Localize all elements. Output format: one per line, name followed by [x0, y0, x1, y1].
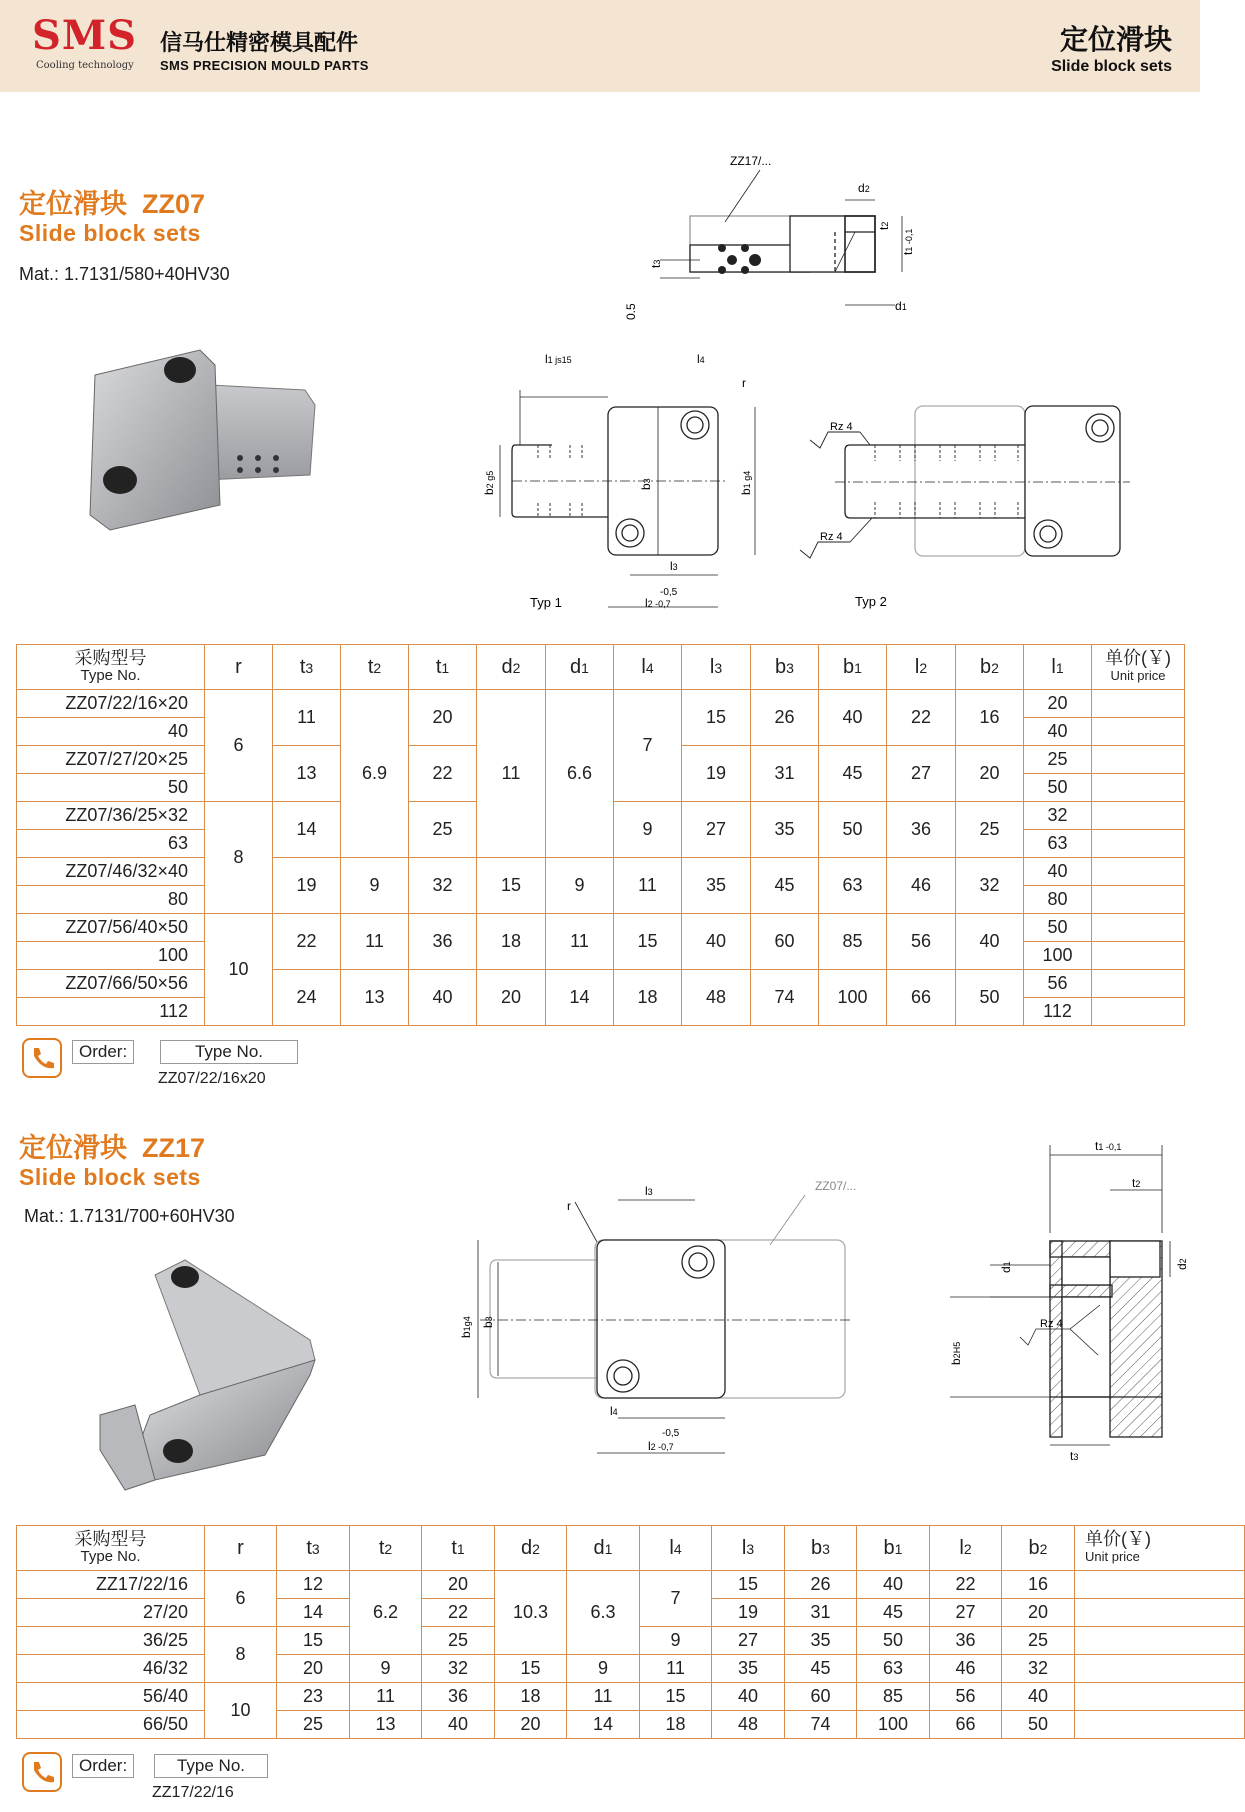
price-cell — [1092, 690, 1185, 718]
price-cell — [1075, 1655, 1245, 1683]
svg-text:d2: d2 — [1175, 1258, 1189, 1270]
order-example: ZZ07/22/16x20 — [158, 1070, 266, 1087]
col-l4: l4 — [614, 645, 682, 690]
price-cell — [1092, 970, 1185, 998]
zz07-ref-label: ZZ17/... — [730, 154, 772, 168]
zz07-subtitle: Slide block sets — [19, 220, 201, 246]
col-b1: b1 — [819, 645, 887, 690]
zz17-title: 定位滑块 ZZ17 — [19, 1133, 206, 1163]
type-no-label: Type No. — [160, 1040, 298, 1064]
price-cell — [1092, 718, 1185, 746]
svg-text:b1 g4: b1 g4 — [739, 470, 753, 495]
zz07-typ2-drawing — [790, 390, 1140, 620]
svg-text:l4: l4 — [697, 352, 705, 366]
order-example: ZZ17/22/16 — [152, 1784, 234, 1801]
zz17-material: Mat.: 1.7131/700+60HV30 — [24, 1206, 235, 1226]
col-t3: t3 — [277, 1526, 350, 1571]
type-no-label: Type No. — [154, 1754, 268, 1778]
col-t2: t2 — [341, 645, 409, 690]
svg-text:0.5: 0.5 — [624, 303, 638, 320]
zz07-title: 定位滑块 ZZ07 — [19, 189, 206, 219]
col-unit-price: 单价(￥) Unit price — [1092, 645, 1185, 690]
table-row: 46/32 20 9 32 15 9 11 35 45 63 46 32 — [17, 1655, 1245, 1683]
table-row: 50 50 — [17, 774, 1185, 802]
zz17-top-drawing — [440, 1160, 870, 1480]
zz17-subtitle: Slide block sets — [19, 1164, 201, 1190]
table-row: 36/25 8 15 25 9 27 35 50 36 25 — [17, 1627, 1245, 1655]
zz07-typ1-drawing — [460, 345, 780, 625]
svg-text:l3: l3 — [670, 559, 678, 573]
zz07-spec-table — [16, 644, 1185, 1026]
table-row: ZZ07/56/40×50 10 22 11 36 18 11 15 40 60 85 56 40 50 — [17, 914, 1185, 942]
zz07-side-drawing — [620, 150, 960, 330]
col-l2: l2 — [887, 645, 956, 690]
zz07-material: Mat.: 1.7131/580+40HV30 — [19, 264, 230, 284]
col-l1: l1 — [1024, 645, 1092, 690]
svg-text:b2H5: b2H5 — [949, 1341, 963, 1365]
svg-text:-0,5: -0,5 — [662, 1428, 680, 1439]
price-cell — [1092, 746, 1185, 774]
order-label: Order: — [72, 1754, 134, 1778]
price-cell — [1092, 774, 1185, 802]
table-row: 100 100 — [17, 942, 1185, 970]
col-b2: b2 — [956, 645, 1024, 690]
table-row: 40 40 — [17, 718, 1185, 746]
svg-text:d1: d1 — [895, 299, 907, 313]
col-b3: b3 — [785, 1526, 857, 1571]
table-row: 27/20 14 22 19 31 45 27 20 — [17, 1599, 1245, 1627]
col-d2: d2 — [477, 645, 546, 690]
svg-text:r: r — [567, 1199, 571, 1213]
price-cell — [1092, 998, 1185, 1026]
svg-text:t3: t3 — [649, 259, 663, 268]
svg-text:d1: d1 — [999, 1261, 1013, 1273]
page-header — [0, 0, 1200, 92]
price-cell — [1092, 886, 1185, 914]
svg-text:l2 -0,7: l2 -0,7 — [648, 1439, 674, 1453]
zz17-header-row — [17, 1526, 1245, 1571]
table-row: 56/40 10 23 11 36 18 11 15 40 60 85 56 40 — [17, 1683, 1245, 1711]
col-b2: b2 — [1002, 1526, 1075, 1571]
typ1-label: Typ 1 — [530, 595, 562, 610]
page-title-en: Slide block sets — [1051, 58, 1172, 75]
svg-text:t2: t2 — [1132, 1176, 1141, 1190]
svg-text:b3: b3 — [639, 478, 653, 490]
col-t1: t1 — [409, 645, 477, 690]
svg-text:l3: l3 — [645, 1184, 653, 1198]
price-cell — [1075, 1683, 1245, 1711]
table-row: 63 63 — [17, 830, 1185, 858]
col-t3: t3 — [273, 645, 341, 690]
price-cell — [1092, 942, 1185, 970]
col-d1: d1 — [567, 1526, 640, 1571]
price-cell — [1075, 1627, 1245, 1655]
price-cell — [1075, 1599, 1245, 1627]
svg-text:l4: l4 — [610, 1404, 618, 1418]
col-type-no: 采购型号 Type No. — [17, 1526, 205, 1571]
zz17-spec-table — [16, 1525, 1245, 1739]
table-row: ZZ07/66/50×56 24 13 40 20 14 18 48 74 100 66 50 56 — [17, 970, 1185, 998]
svg-text:t1 -0,1: t1 -0,1 — [1095, 1139, 1122, 1153]
col-type-no: 采购型号 Type No. — [17, 645, 205, 690]
phone-icon — [22, 1038, 62, 1078]
svg-text:t1 -0,1: t1 -0,1 — [901, 228, 915, 255]
typ2-label: Typ 2 — [855, 594, 887, 609]
phone-icon — [22, 1752, 62, 1792]
table-row: 112 112 — [17, 998, 1185, 1026]
svg-text:t3: t3 — [1070, 1449, 1079, 1463]
svg-text:Rz 4: Rz 4 — [820, 531, 843, 543]
zz17-product-photo — [95, 1255, 325, 1495]
col-unit-price: 单价(￥) Unit price — [1075, 1526, 1245, 1571]
svg-text:r: r — [742, 376, 746, 390]
svg-text:b1g4: b1g4 — [459, 1316, 473, 1338]
table-row: 80 80 — [17, 886, 1185, 914]
price-cell — [1092, 802, 1185, 830]
svg-text:b2 g5: b2 g5 — [482, 470, 496, 495]
zz17-order-box — [22, 1752, 322, 1810]
price-cell — [1075, 1711, 1245, 1739]
col-t1: t1 — [422, 1526, 495, 1571]
zz17-ref-label: ZZ07/... — [815, 1179, 857, 1193]
zz17-side-drawing — [920, 1125, 1189, 1465]
price-cell — [1092, 914, 1185, 942]
zz07-product-photo — [80, 345, 320, 545]
svg-text:Rz 4: Rz 4 — [830, 421, 853, 433]
brand-name-cn: 信马仕精密模具配件 — [160, 30, 359, 55]
table-row: ZZ07/46/32×40 19 9 32 15 9 11 35 45 63 46 32 40 — [17, 858, 1185, 886]
table-row: ZZ07/36/25×32 8 14 25 9 27 35 50 36 25 32 — [17, 802, 1185, 830]
price-cell — [1092, 858, 1185, 886]
col-r: r — [205, 645, 273, 690]
col-b3: b3 — [751, 645, 819, 690]
order-label: Order: — [72, 1040, 134, 1064]
col-l2: l2 — [930, 1526, 1002, 1571]
table-row: 66/50 25 13 40 20 14 18 48 74 100 66 50 — [17, 1711, 1245, 1739]
col-l3: l3 — [682, 645, 751, 690]
svg-text:t2: t2 — [877, 221, 891, 230]
zz07-order-box — [22, 1038, 322, 1098]
svg-text:-0,5: -0,5 — [660, 587, 678, 598]
col-l4: l4 — [640, 1526, 712, 1571]
svg-text:d2: d2 — [858, 181, 870, 195]
zz07-header-row — [17, 645, 1185, 690]
svg-text:l1 js15: l1 js15 — [545, 352, 572, 366]
col-b1: b1 — [857, 1526, 930, 1571]
table-row: ZZ17/22/16 6 12 6.2 20 10.3 6.3 7 15 26 40 22 16 — [17, 1571, 1245, 1599]
col-r: r — [205, 1526, 277, 1571]
svg-text:l2 -0,7: l2 -0,7 — [645, 596, 671, 610]
col-d2: d2 — [495, 1526, 567, 1571]
brand-name-en: SMS PRECISION MOULD PARTS — [160, 58, 369, 73]
col-t2: t2 — [350, 1526, 422, 1571]
col-d1: d1 — [546, 645, 614, 690]
page-title-cn: 定位滑块 — [1059, 24, 1172, 55]
col-l3: l3 — [712, 1526, 785, 1571]
price-cell — [1092, 830, 1185, 858]
svg-text:Rz 4: Rz 4 — [1040, 1318, 1063, 1330]
sms-logo: SMS Cooling technology — [32, 12, 138, 71]
svg-text:b3: b3 — [481, 1316, 495, 1328]
table-row: ZZ07/22/16×20 6 11 6.9 20 11 6.6 7 15 26 40 22 16 20 — [17, 690, 1185, 718]
price-cell — [1075, 1571, 1245, 1599]
table-row: ZZ07/27/20×25 13 22 19 31 45 27 20 25 — [17, 746, 1185, 774]
